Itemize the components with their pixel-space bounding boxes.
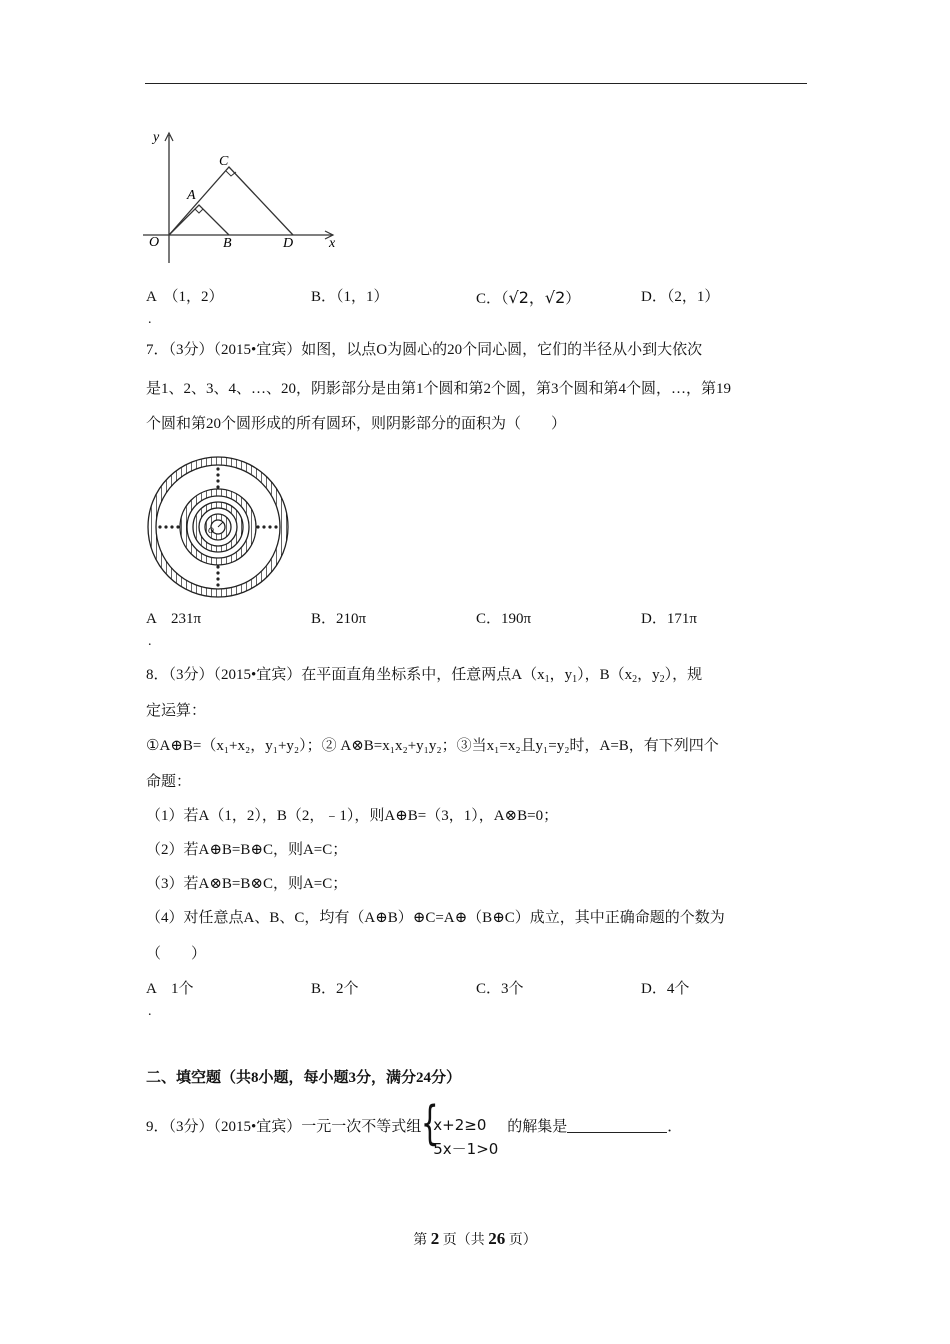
q6-option-b[interactable]: B．（1，1） — [311, 289, 389, 305]
o-label: O — [149, 235, 160, 250]
q8-option-a[interactable]: A 1个 — [146, 981, 194, 997]
y-label: y — [153, 130, 160, 145]
q7-line-1: 7．（3分）（2015•宜宾）如图，以点O为圆心的20个同心圆，它们的半径从小到大依次 — [146, 342, 703, 358]
inequality-1: x+2≥0 — [433, 1116, 487, 1134]
q7-option-b[interactable]: B．210π — [311, 611, 367, 627]
q6-option-c-value: √2，√2 — [508, 288, 566, 307]
q7-line-3: 个圆和第20个圆形成的所有圆环，则阴影部分的面积为（ ） — [146, 416, 567, 432]
concentric-circles-figure — [146, 455, 290, 599]
q6-option-c-end: ） — [565, 291, 581, 307]
small-triangle — [169, 205, 229, 235]
section-2-heading: 二、填空题（共8小题，每小题3分，满分24分） — [146, 1070, 462, 1086]
q8-answer-paren: （ ） — [146, 946, 207, 962]
q6-dot: . — [148, 312, 152, 327]
q8-proposition-2: （2）若A⊕B=B⊕C，则A=C； — [146, 842, 348, 858]
inequality-2: 5x－1>0 — [433, 1140, 499, 1158]
footer-post: 页） — [508, 1233, 537, 1248]
q7-option-a[interactable]: A 231π — [146, 611, 202, 627]
q8-line-1-part-d: ，y — [637, 667, 660, 683]
q7-dot: . — [148, 634, 152, 649]
coordinate-figure — [143, 125, 343, 265]
q6-option-d[interactable]: D．（2，1） — [641, 289, 720, 305]
footer-page-number: 2 — [430, 1229, 440, 1248]
footer-pre: 第 — [413, 1233, 428, 1248]
q8-line-1-part-e: ），规 — [664, 667, 703, 683]
q7-line-2: 是1、2、3、4、…、20，阴影部分是由第1个圆和第2个圆，第3个圆和第4个圆，…，第19 — [146, 381, 732, 397]
q9-line — [146, 1096, 683, 1158]
q8-dot: . — [148, 1004, 152, 1019]
q9-end: ． — [667, 1119, 683, 1135]
x-label: x — [329, 236, 336, 251]
q6-option-c-label: C．（ — [476, 291, 509, 307]
q6-option-c[interactable] — [476, 285, 580, 308]
right-angle-a — [195, 209, 203, 213]
c-label: C — [219, 154, 229, 169]
q8-option-d[interactable]: D．4个 — [641, 981, 690, 997]
q8-line-3: ①A⊕B=（x₁+x₂，y₁+y₂）；② A⊗B=x₁x₂+y₁y₂；③当x₁=x₂且y₁=y₂时，A=B，有下列四个 — [146, 738, 719, 754]
q9-suffix: 的解集是 — [507, 1119, 568, 1135]
q8-line-1-part-a: 8．（3分）（2015•宜宾）在平面直角坐标系中，任意两点A（x — [146, 667, 545, 683]
page-footer — [0, 1229, 950, 1249]
footer-mid: 页（共 — [442, 1233, 485, 1248]
q8-line-1-part-c: ），B（x — [577, 667, 633, 683]
brace-icon: { — [421, 1096, 439, 1150]
q7-option-c[interactable]: C．190π — [476, 611, 532, 627]
q9-prefix: 9．（3分）（2015•宜宾）一元一次不等式组 — [146, 1119, 422, 1135]
b-label: B — [223, 236, 232, 251]
q7-option-d[interactable]: D．171π — [641, 611, 697, 627]
q6-option-a[interactable]: A （1，2） — [146, 289, 224, 305]
q8-line-2: 定运算： — [146, 703, 207, 719]
right-angle-c — [226, 171, 236, 176]
q8-line-4: 命题： — [146, 774, 192, 790]
q8-option-c[interactable]: C．3个 — [476, 981, 524, 997]
q8-line-1-part-b: ，y — [549, 667, 573, 683]
q8-line-1: 8．（3分）（2015•宜宾）在平面直角坐标系中，任意两点$A(x_1$，$y_1$），$B(x_2$，$y_2$），规 — [146, 667, 703, 685]
footer-total-pages: 26 — [488, 1229, 506, 1248]
a-label: A — [187, 188, 196, 203]
q8-proposition-3: （3）若A⊗B=B⊗C，则A=C； — [146, 876, 348, 892]
q8-proposition-1: （1）若A（1，2），B（2，﹣1），则A⊕B=（3，1），A⊗B=0； — [146, 808, 559, 824]
answer-blank[interactable] — [567, 1117, 667, 1133]
q8-proposition-4: （4）对任意点A、B、C，均有（A⊕B）⊕C=A⊕（B⊕C）成立，其中正确命题的个数为 — [146, 910, 725, 926]
inequality-system — [421, 1096, 507, 1158]
q8-option-b[interactable]: B．2个 — [311, 981, 359, 997]
header-rule — [145, 83, 807, 84]
d-label: D — [283, 236, 294, 251]
center-label: O — [208, 526, 214, 535]
